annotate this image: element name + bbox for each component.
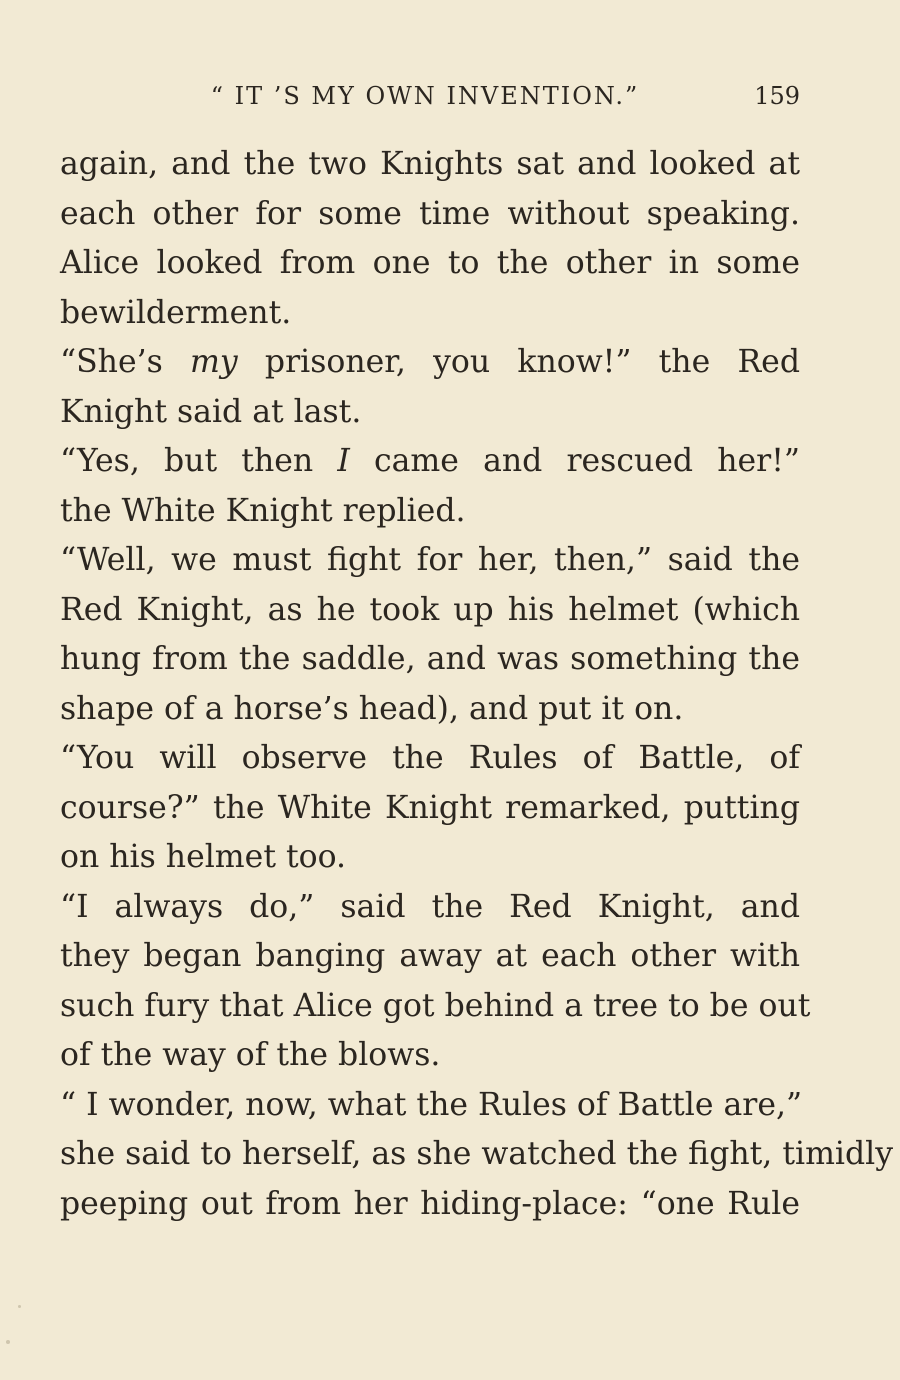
text-line: the White Knight replied.	[60, 492, 466, 529]
text-line: Alice looked from one to the other in some	[60, 245, 800, 281]
text-line	[60, 437, 800, 487]
body-text	[60, 140, 894, 1229]
text-line: course?” the White Knight remarked, putting	[60, 789, 800, 826]
text-line: Red Knight, as he took up his helmet (which	[60, 591, 800, 628]
text-line: such fury that Alice got behind a tree to be out	[60, 987, 811, 1024]
page-number: 159	[754, 82, 800, 110]
text-line	[60, 338, 800, 388]
text-line: on his helmet too.	[60, 839, 347, 875]
text-line: of the way of the blows.	[60, 1037, 441, 1073]
text-line: hung from the saddle, and was something the	[60, 641, 800, 677]
paper-speck	[6, 1340, 10, 1344]
text-line: peeping out from her hiding-place: “one Rule	[60, 1185, 800, 1222]
text-line: “Well, we must fight for her, then,” said the	[60, 542, 800, 578]
text-line: shape of a horse’s head), and put it on.	[60, 690, 684, 727]
paper-speck	[18, 1305, 21, 1308]
text-run: “Yes, but then	[60, 443, 338, 479]
text-line: “You will observe the Rules of Battle, of	[60, 740, 800, 776]
running-head: “ IT ’S MY OWN INVENTION.”	[210, 82, 640, 110]
text-line: “I always do,” said the Red Knight, and	[60, 888, 800, 925]
text-line: Knight said at last.	[60, 393, 362, 430]
text-line: each other for some time without speaking.	[60, 195, 800, 232]
italic-word: my	[190, 344, 238, 380]
italic-word: I	[337, 443, 350, 479]
text-line: they began banging away at each other with	[60, 938, 800, 974]
text-line: she said to herself, as she watched the fight, timidly	[60, 1136, 894, 1172]
text-run: “She’s	[60, 344, 191, 380]
text-line: bewilderment.	[60, 294, 292, 331]
text-line: again, and the two Knights sat and looked at	[60, 146, 800, 182]
text-run: prisoner, you know!” the Red	[237, 344, 800, 380]
text-run: came and rescued her!”	[349, 443, 800, 479]
text-line: “ I wonder, now, what the Rules of Battle are,”	[60, 1086, 803, 1123]
